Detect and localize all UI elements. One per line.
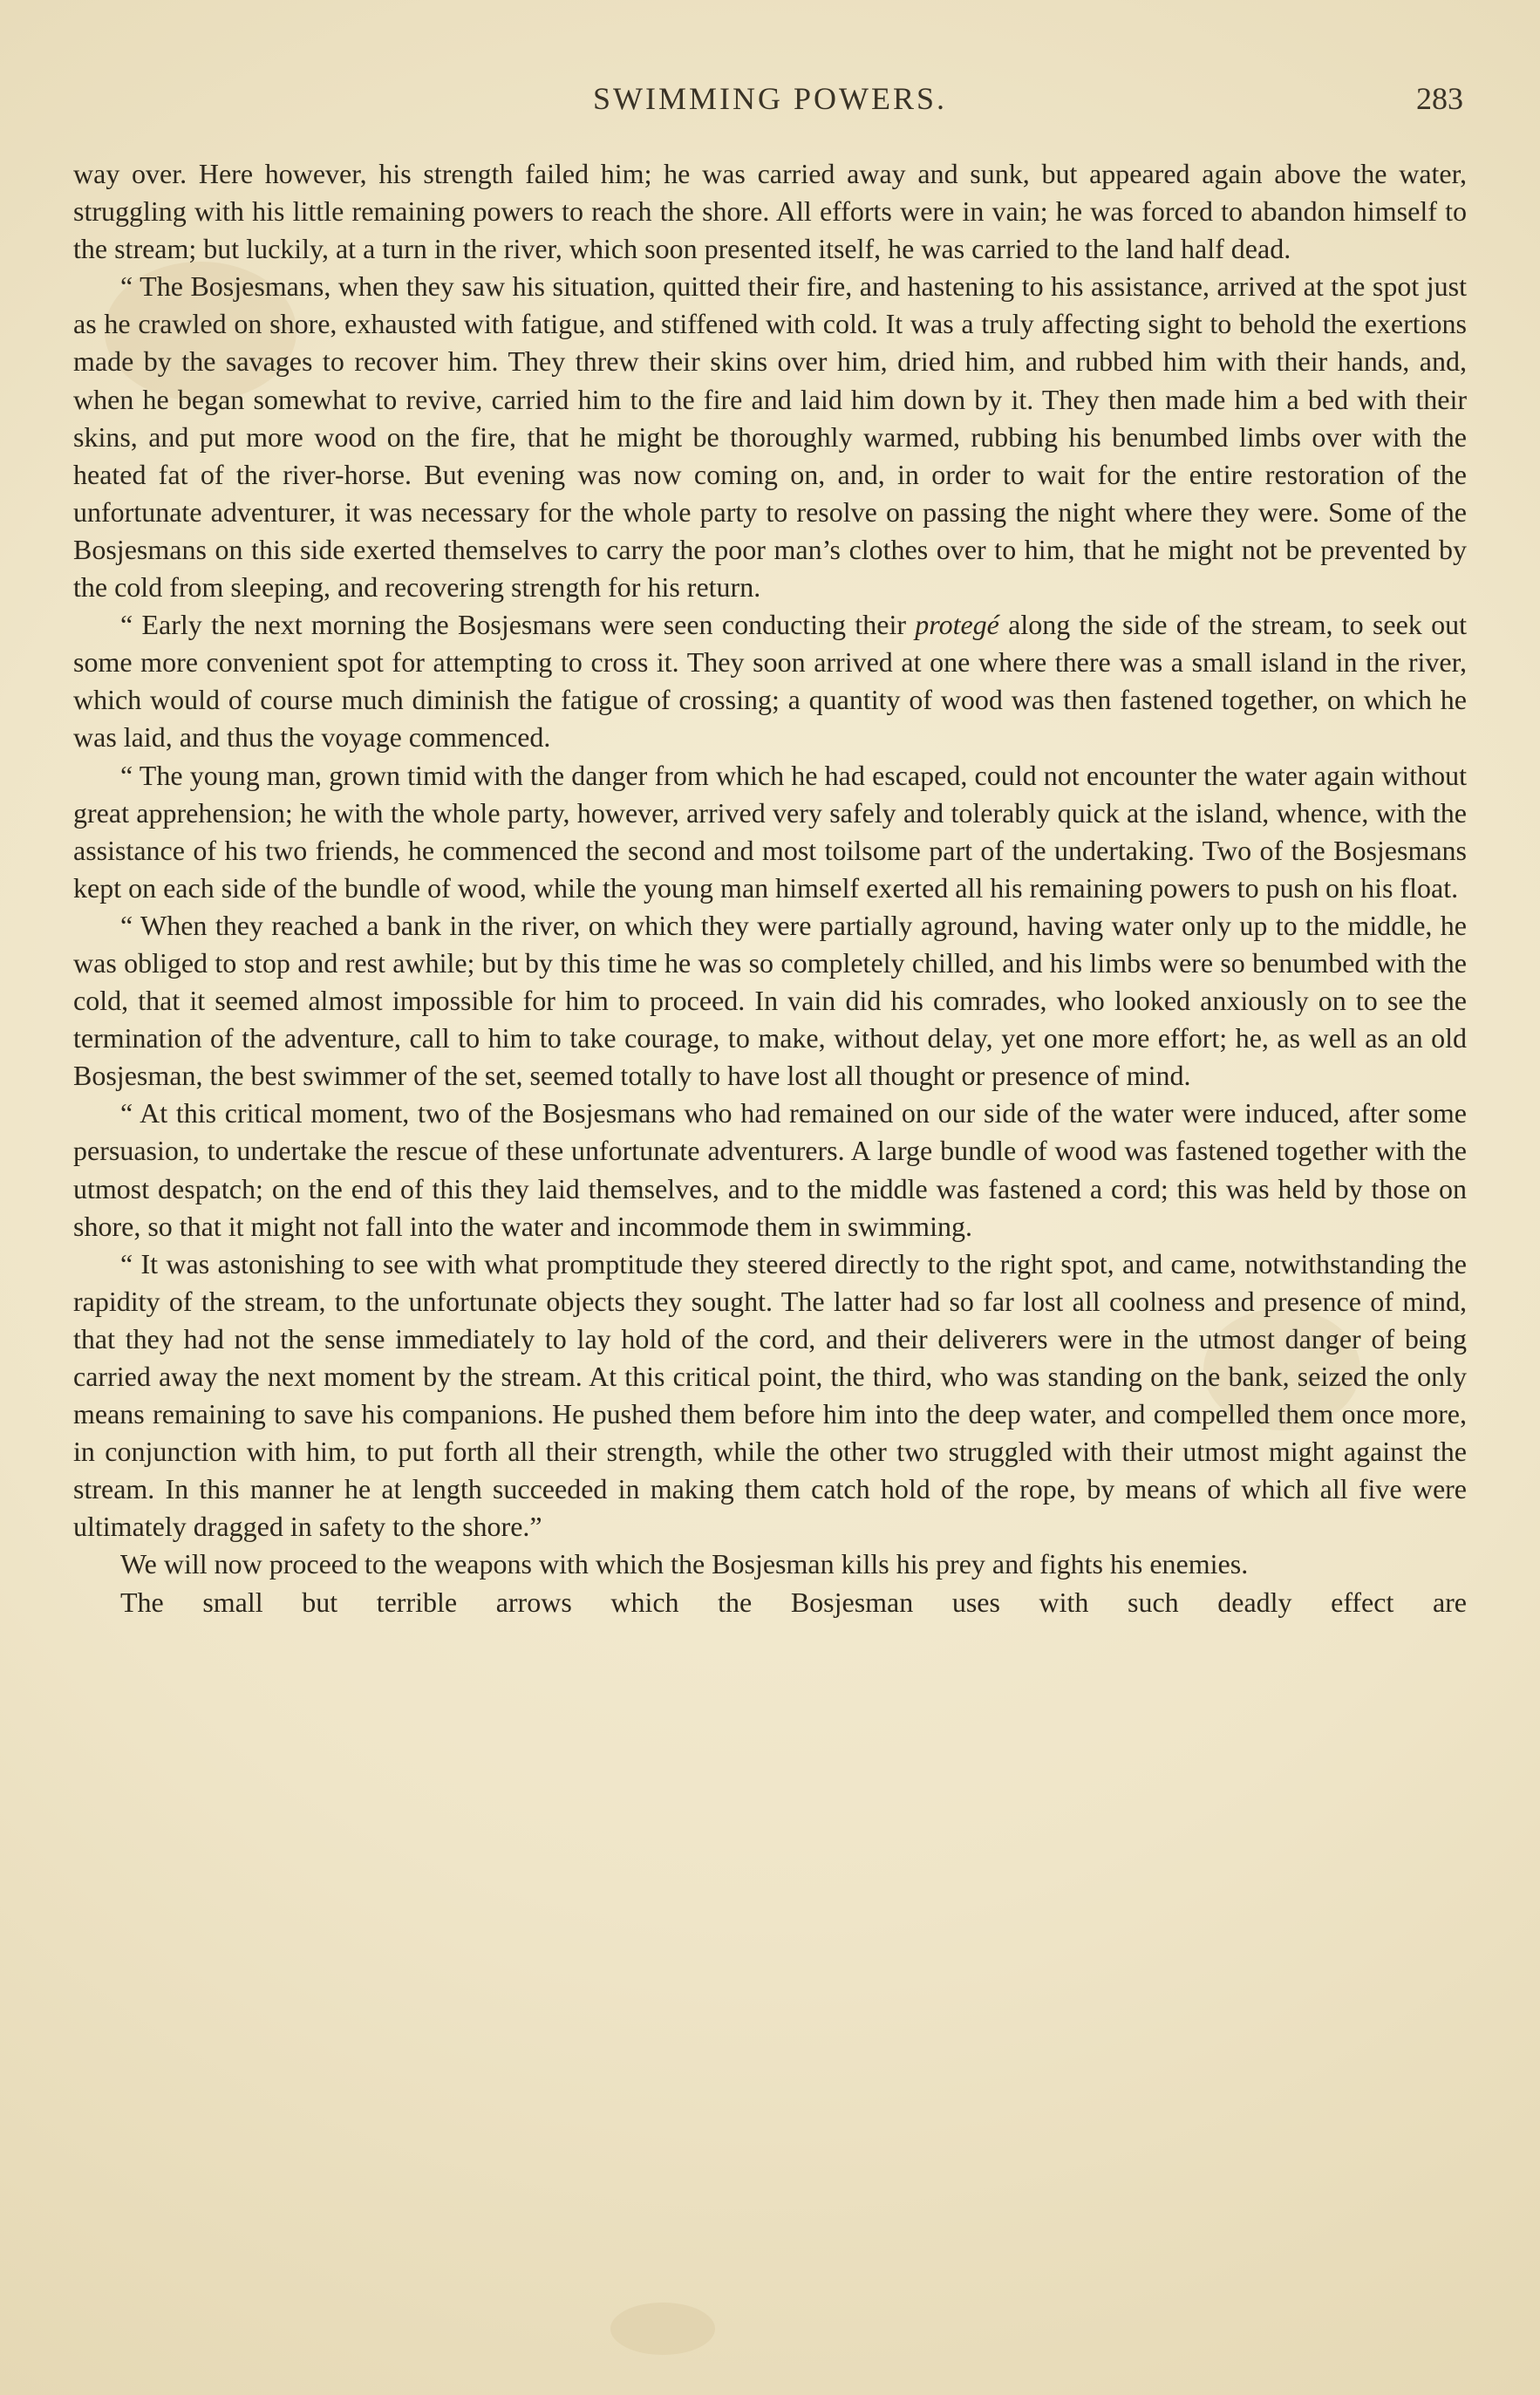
paragraph: We will now proceed to the weapons with which the Bosjesman kills his prey and fights his enemies. (120, 1548, 1249, 1580)
paragraph (73, 606, 1467, 756)
paragraph-text: along the side of the stream, to seek out some more convenient spot for attempting to cross it. They soon arrived at one where there was a small island in the river, which would of course much diminish the fatigue of crossing; a quantity of wood was then fastened together, on which he was laid, and thus the voyage commenced. (73, 609, 1468, 754)
paper-stain (610, 2303, 715, 2355)
paragraph: The small but terrible arrows which the Bosjesman uses with such deadly effect are (120, 1586, 1467, 1618)
page-number: 283 (1416, 81, 1463, 116)
paragraph: “ When they reached a bank in the river, on which they were partially aground, having water only up to the middle, he was obliged to stop and rest awhile; but by this time he was so completely chilled, and his limbs were so benumbed with the cold, that it seemed almost impossible for him to proceed. In vain did his comrades, who looked anxiously on to see the termination of the adventure, call to him to take courage, to make, without delay, yet one more effort; he, as well as an old Bosjesman, the best swimmer of the set, seemed totally to have lost all thought or presence of mind. (73, 909, 1467, 1092)
italic-term: protegé (915, 609, 999, 641)
running-title: SWIMMING POWERS. (592, 81, 947, 116)
paragraph: “ The young man, grown timid with the danger from which he had escaped, could not encounter the water again without great apprehension; he with the whole party, however, arrived very safely and tolerably quick at the island, whence, with the assistance of his two friends, he commenced the second and most toilsome part of the undertaking. Two of the Bosjesmans kept on each side of the bundle of wood, while the young man himself exerted all his remaining powers to push on his float. (73, 759, 1467, 904)
paragraph: “ It was astonishing to see with what promptitude they steered directly to the right spot, and came, notwithstanding the rapidity of the stream, to the unfortunate objects they sought. The latter had so far lost all coolness and presence of mind, that they had not the sense immediately to lay hold of the cord, and their deliverers were in the utmost danger of being carried away the next moment by the stream. At this critical point, the third, who was standing on the bank, seized the only means remaining to save his companions. He pushed them before him into the deep water, and compelled them once more, in conjunction with him, to put forth all their strength, while the other two struggled with their utmost might against the stream. In this manner he at length succeeded in making them catch hold of the rope, by means of which all five were ultimately dragged in safety to the shore.” (73, 1247, 1467, 1543)
paragraph: “ At this critical moment, two of the Bosjesmans who had remained on our side of the water were induced, after some persuasion, to undertake the rescue of these unfortunate adventurers. A large bundle of wood was fastened together with the utmost despatch; on the end of this they laid themselves, and to the middle was fastened a cord; this was held by those on shore, so that it might not fall into the water and incommode them in swimming. (73, 1097, 1467, 1242)
page-header (73, 80, 1467, 124)
body-text (73, 155, 1467, 1621)
paragraph: “ The Bosjesmans, when they saw his situation, quitted their fire, and hastening to his assistance, arrived at the spot just as he crawled on shore, exhausted with fatigue, and stiffened with cold. It was a truly affecting sight to behold the exertions made by the savages to recover him. They threw their skins over him, dried him, and rubbed him with their hands, and, when he began somewhat to revive, carried him to the fire and laid him down by it. They then made him a bed with their skins, and put more wood on the fire, that he might be thoroughly warmed, rubbing his benumbed limbs over with the heated fat of the river-horse. But evening was now coming on, and, in order to wait for the entire restoration of the unfortunate adventurer, it was necessary for the whole party to resolve on passing the night where they were. Some of the Bosjesmans on this side exerted themselves to carry the poor man’s clothes over to him, that he might not be prevented by the cold from sleeping, and recovering strength for his return. (73, 270, 1467, 604)
paragraph: way over. Here however, his strength failed him; he was carried away and sunk, but appeared again above the water, struggling with his little remaining powers to reach the shore. All efforts were in vain; he was forced to abandon himself to the stream; but luckily, at a turn in the river, which soon presented itself, he was carried to the land half dead. (73, 158, 1467, 265)
paragraph-text: “ Early the next morning the Bosjesmans were seen conducting their (120, 609, 916, 641)
